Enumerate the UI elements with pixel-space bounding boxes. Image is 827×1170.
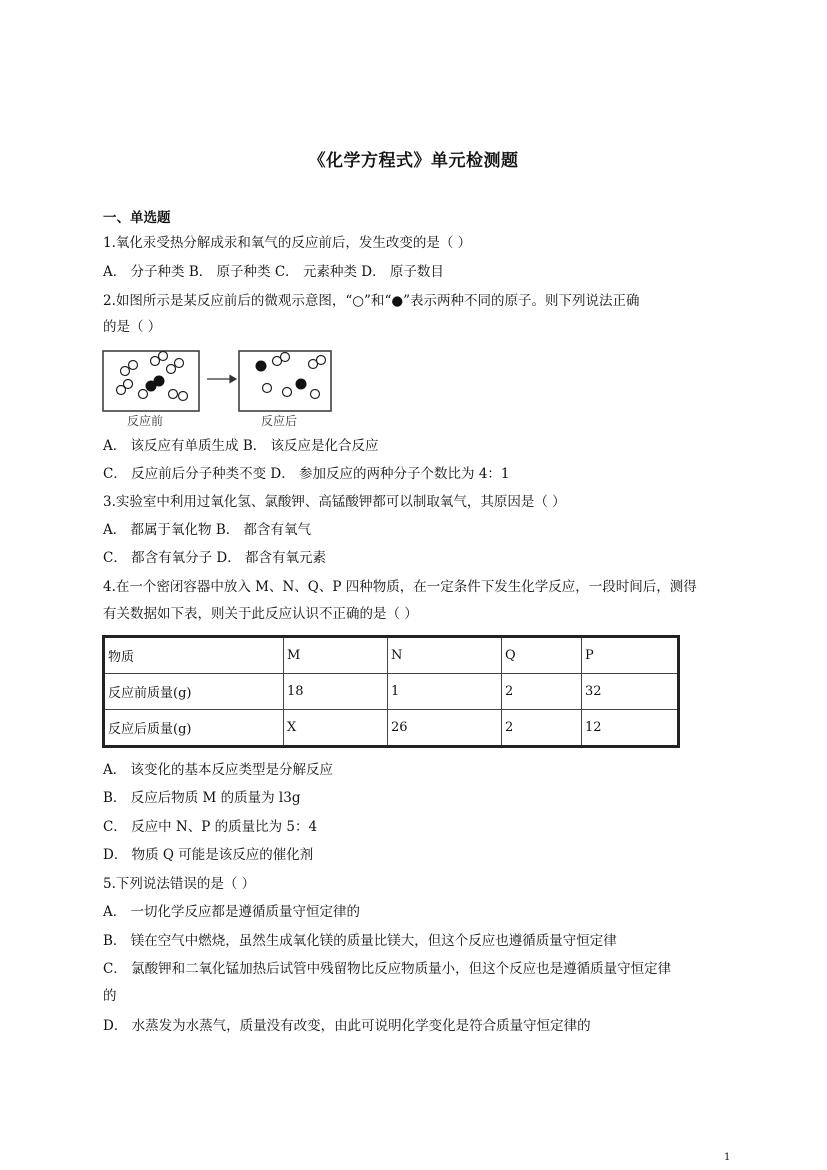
table-cell: 2 [502,674,582,710]
before-label: 反应前 [127,414,164,428]
question-3-stem: 3.实验室中利用过氧化氢、氯酸钾、高锰酸钾都可以制取氧气，其原因是（ ） [103,494,566,510]
table-cell: 18 [284,674,388,710]
question-4-option-b: B． 反应后物质 M 的质量为 l3g [103,790,301,806]
table-cell: 26 [388,710,502,747]
question-5-option-c: C． 氯酸钾和二氧化锰加热后试管中残留物比反应物质量小，但这个反应也是遵循质量守恒定律 [103,961,672,977]
table-cell: N [388,637,502,674]
page-title: 《化学方程式》单元检测题 [308,151,519,171]
table-cell: 1 [388,674,502,710]
table-row [104,674,679,710]
table-cell: 反应后质量(g) [104,710,284,747]
question-1-stem: 1.氧化汞受热分解成汞和氧气的反应前后，发生改变的是（ ） [103,235,472,251]
table-cell: 12 [582,710,679,747]
question-4-option-a: A． 该变化的基本反应类型是分解反应 [103,762,334,778]
question-4-stem-line2: 有关数据如下表，则关于此反应认识不正确的是（ ） [103,606,418,622]
table-cell: P [582,637,679,674]
question-5-option-b: B． 镁在空气中燃烧，虽然生成氧化镁的质量比镁大，但这个反应也遵循质量守恒定律 [103,933,617,949]
reaction-diagram [101,348,333,428]
table-cell: 32 [582,674,679,710]
section-heading: 一、单选题 [103,210,171,226]
table-cell: 物质 [104,637,284,674]
table-cell: 反应前质量(g) [104,674,284,710]
question-3-options-ab: A． 都属于氧化物 B． 都含有氧气 [103,522,312,538]
table-cell: X [284,710,388,747]
question-5-option-a: A． 一切化学反应都是遵循质量守恒定律的 [103,904,361,920]
question-4-option-c: C． 反应中 N、P 的质量比为 5：4 [103,819,318,835]
table-cell: M [284,637,388,674]
question-1-options: A． 分子种类 B． 原子种类 C． 元素种类 D． 原子数目 [103,264,444,280]
question-5-stem: 5.下列说法错误的是（ ） [103,876,256,892]
question-2-options-ab: A． 该反应有单质生成 B． 该反应是化合反应 [103,438,379,454]
question-5-option-c-wrap: 的 [103,988,117,1004]
after-label: 反应后 [261,414,298,428]
question-3-options-cd: C． 都含有氧分子 D． 都含有氧元素 [103,550,327,566]
table-row [104,710,679,747]
question-2-stem-line1: 2.如图所示是某反应前后的微观示意图，“○”和“●”表示两种不同的原子。则下列说法正确 [103,293,640,309]
table-cell: Q [502,637,582,674]
question-4-option-d: D． 物质 Q 可能是该反应的催化剂 [103,847,314,863]
question-2-options-cd: C． 反应前后分子种类不变 D． 参加反应的两种分子个数比为 4：1 [103,466,510,482]
question-5-option-d: D． 水蒸发为水蒸气，质量没有改变，由此可说明化学变化是符合质量守恒定律的 [103,1018,591,1034]
table-cell: 2 [502,710,582,747]
mass-data-table [102,635,680,748]
question-4-stem-line1: 4.在一个密闭容器中放入 M、N、Q、P 四种物质，在一定条件下发生化学反应，一段时间后，测得 [103,579,697,595]
table-row [104,637,679,674]
page-number: 1 [724,1152,731,1163]
question-2-stem-line2: 的是（ ） [103,319,162,335]
arrow-icon [207,376,236,383]
